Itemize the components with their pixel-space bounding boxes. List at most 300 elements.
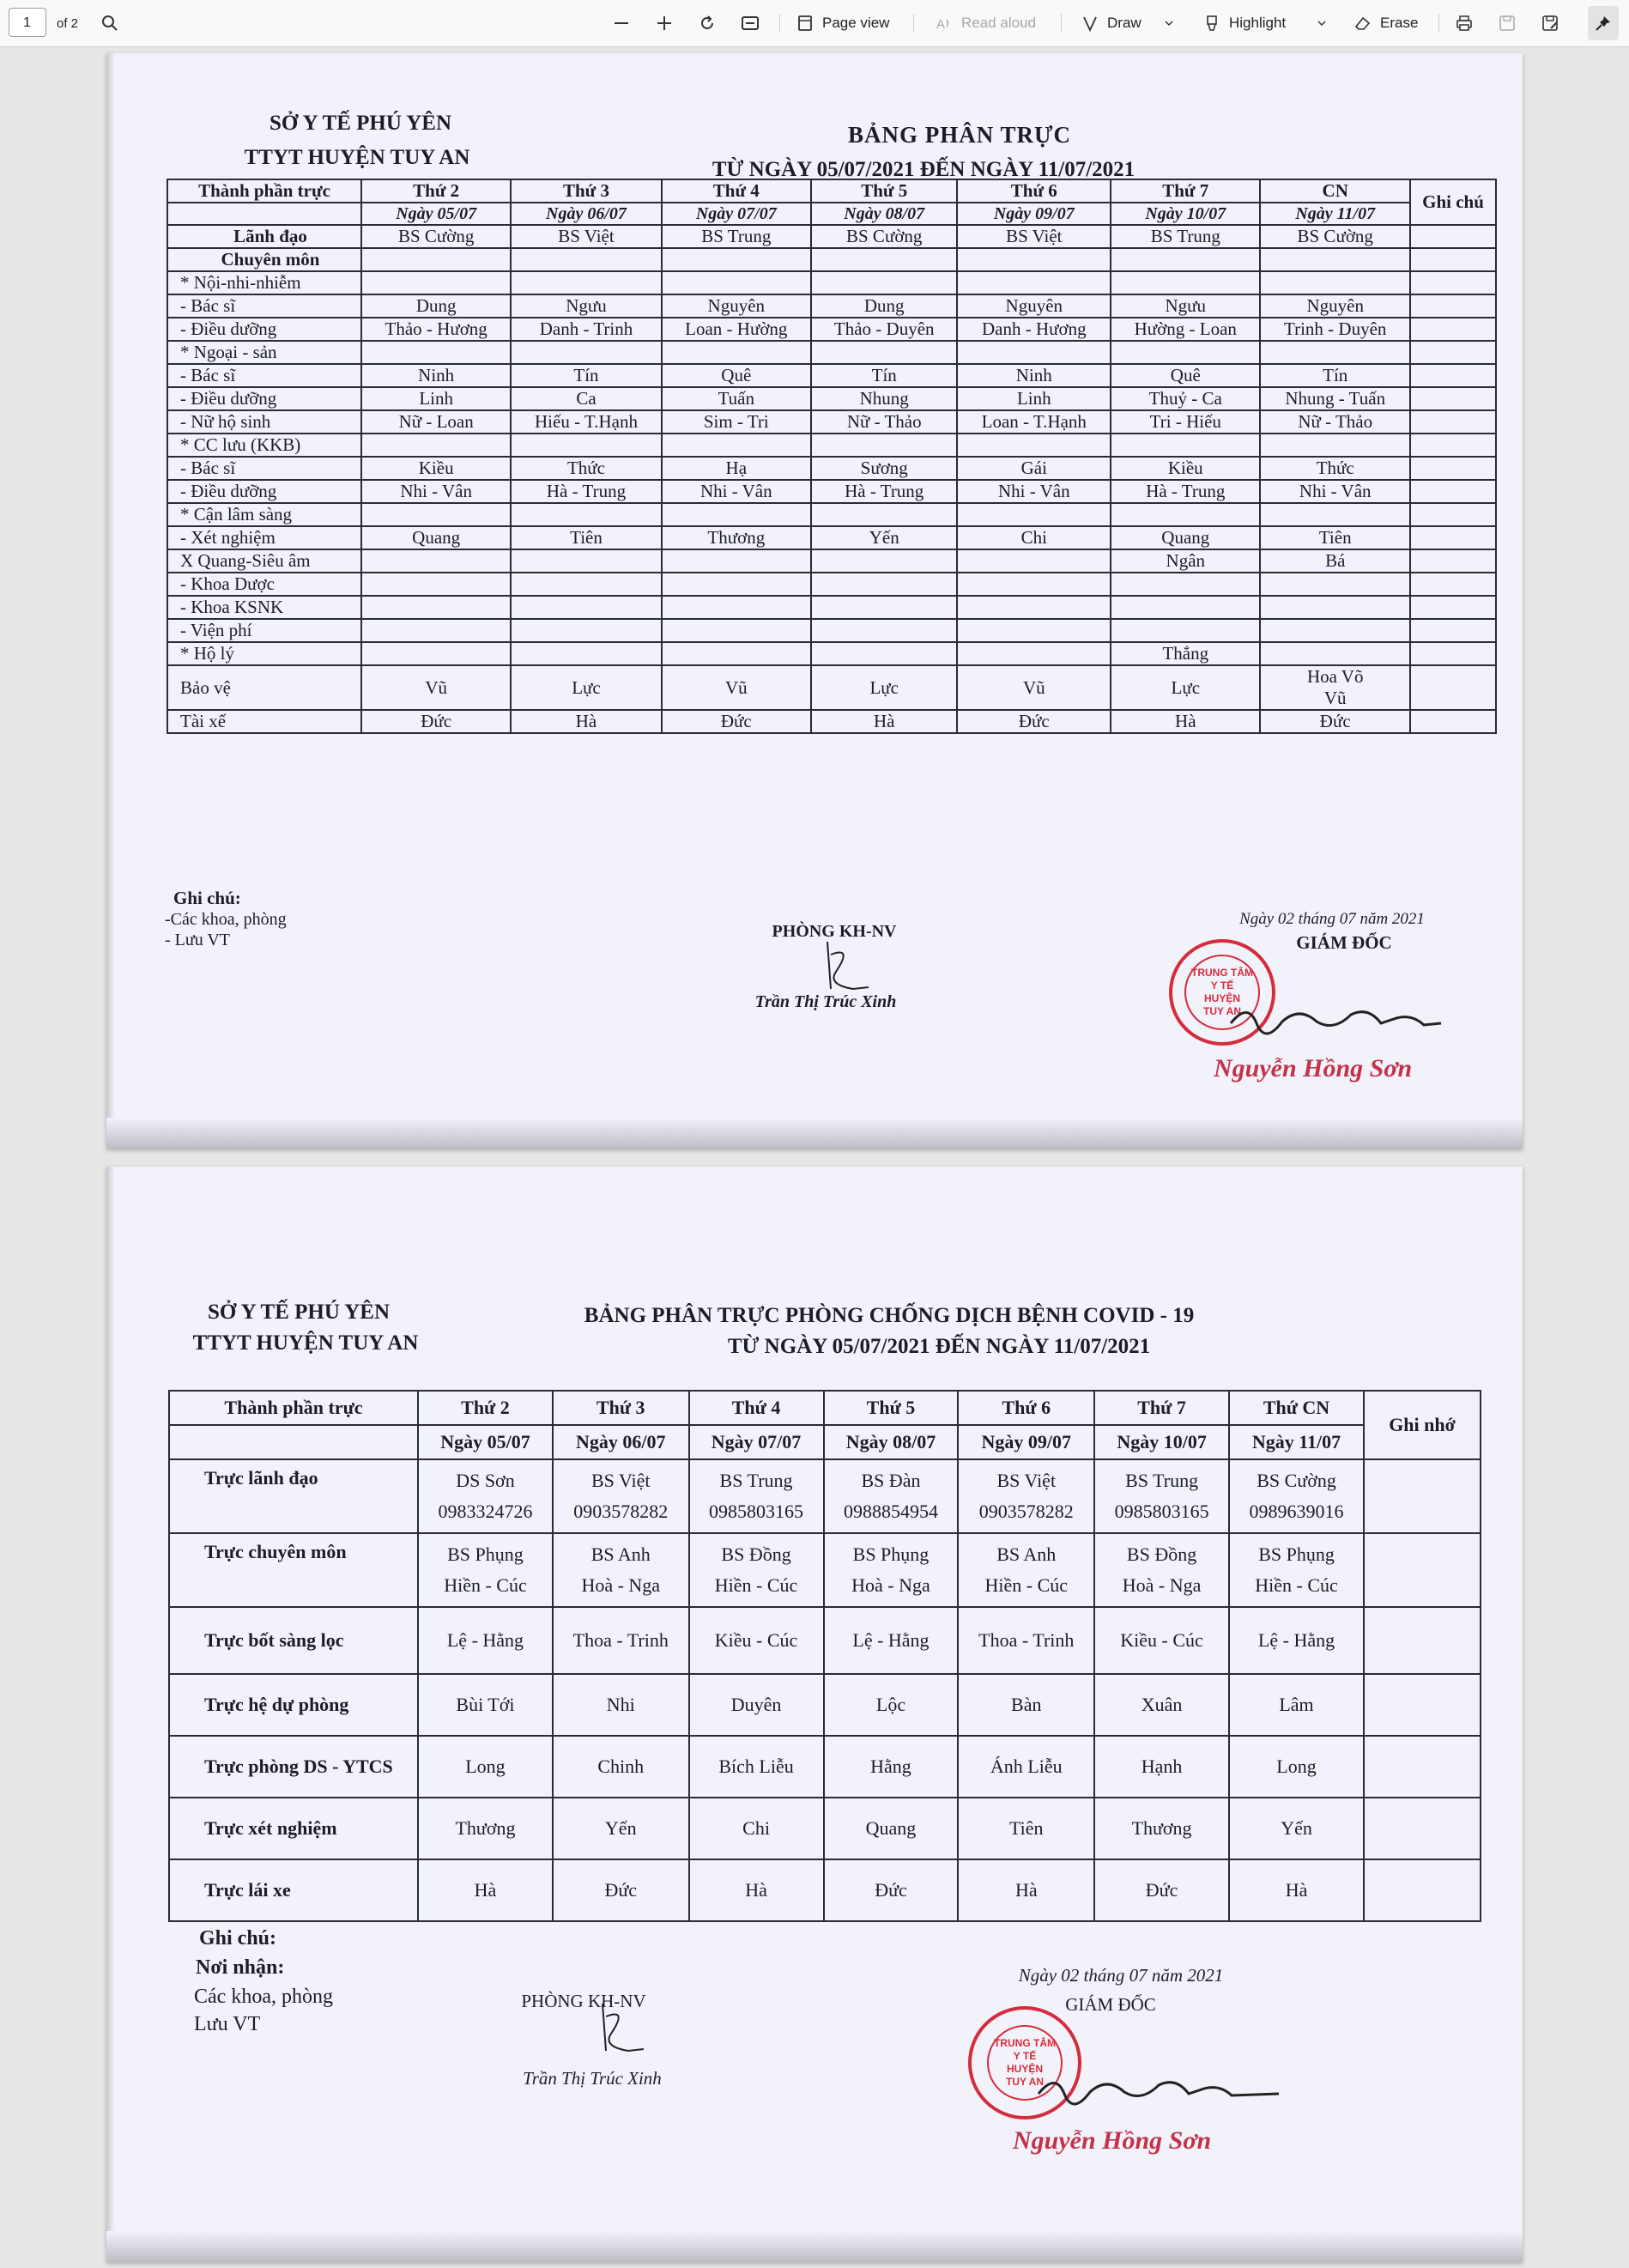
table-cell: Hiếu - T.Hạnh <box>511 410 661 434</box>
table-cell: Hà - Trung <box>1111 480 1260 503</box>
table-cell: Đức <box>1094 1859 1229 1921</box>
table-cell: Hà <box>418 1859 553 1921</box>
table-cell: Lệ - Hằng <box>1229 1607 1364 1674</box>
table-cell: BS Trung <box>1111 225 1260 248</box>
row-label: Lãnh đạo <box>167 225 361 248</box>
table-cell <box>689 1459 824 1533</box>
table-cell: Quê <box>662 364 811 387</box>
table-cell: Đức <box>662 710 811 733</box>
table-cell: Ngân <box>1111 549 1260 573</box>
header-blank <box>169 1425 418 1459</box>
table-cell <box>553 1533 689 1607</box>
signing-date: Ngày 02 tháng 07 năm 2021 <box>1018 1965 1224 1986</box>
table-cell: Nữ - Thảo <box>811 410 958 434</box>
table-cell: Duyên <box>689 1674 824 1736</box>
director-title: GIÁM ĐỐC <box>1065 1994 1156 2015</box>
table-cell <box>957 619 1111 642</box>
table-cell: Hà <box>1111 710 1260 733</box>
row-label: Bảo vệ <box>167 665 361 710</box>
table-cell <box>1260 503 1410 526</box>
official-seal: TRUNG TÂM Y TẾ HUYỆN TUY AN <box>1169 939 1275 1046</box>
column-header-note: Ghi chú <box>1410 179 1496 225</box>
table-cell <box>957 434 1111 457</box>
column-header-date: Ngày 05/07 <box>418 1425 553 1459</box>
row-label: * Nội-nhi-nhiễm <box>167 271 361 294</box>
column-header-date: Ngày 09/07 <box>958 1425 1094 1459</box>
highlight-icon <box>1203 15 1220 32</box>
table-cell: Ninh <box>361 364 511 387</box>
table-cell <box>511 271 661 294</box>
table-row <box>167 225 1496 248</box>
table-cell <box>1229 1459 1364 1533</box>
note-cell <box>1410 549 1496 573</box>
column-header-day: Thứ 3 <box>511 179 661 203</box>
column-header-date: Ngày 08/07 <box>824 1425 959 1459</box>
pdf-toolbar <box>0 0 1629 47</box>
table-cell: Loan - Hường <box>662 318 811 341</box>
table-cell: Lộc <box>824 1674 959 1736</box>
highlight-label: Highlight <box>1229 15 1287 31</box>
table-cell: Tiên <box>511 526 661 549</box>
cell-line: BS Anh <box>590 1543 651 1565</box>
table-cell: Chi <box>957 526 1111 549</box>
table-cell: Thoa - Trinh <box>958 1607 1094 1674</box>
note-cell <box>1410 294 1496 318</box>
table-cell: Nguyên <box>957 294 1111 318</box>
column-header-date: Ngày 07/07 <box>662 203 811 225</box>
table-cell: Linh <box>361 387 511 410</box>
table-cell: Quang <box>1111 526 1260 549</box>
table-cell <box>824 1533 959 1607</box>
page-count-label: of 2 <box>57 15 79 31</box>
table-cell <box>1260 248 1410 271</box>
cell-line: BS Việt <box>996 1470 1057 1491</box>
table-cell <box>662 503 811 526</box>
table-cell: Ca <box>511 387 661 410</box>
note-cell <box>1364 1459 1481 1533</box>
cell-line: Hiền - Cúc <box>984 1574 1069 1596</box>
note-cell <box>1410 341 1496 364</box>
table-row <box>167 364 1496 387</box>
note-cell <box>1410 526 1496 549</box>
row-label: - Điều dưỡng <box>167 480 361 503</box>
cell-line: Hoà - Nga <box>851 1574 930 1596</box>
table-cell: Nhi - Vân <box>662 480 811 503</box>
table-cell <box>1260 573 1410 596</box>
table-cell <box>957 341 1111 364</box>
column-header-date: Ngày 10/07 <box>1094 1425 1229 1459</box>
erase-label: Erase <box>1380 15 1419 31</box>
zoom-in-icon[interactable] <box>649 0 680 46</box>
row-label: Trực hệ dự phòng <box>169 1674 418 1736</box>
table-row <box>167 387 1496 410</box>
table-cell <box>361 642 511 665</box>
table-row <box>169 1798 1481 1859</box>
table-row <box>167 596 1496 619</box>
draw-button[interactable] <box>1081 0 1142 46</box>
table-cell <box>1229 1533 1364 1607</box>
table-cell <box>1111 573 1260 596</box>
read-aloud-label: Read aloud <box>961 15 1036 31</box>
row-label: - Khoa Dược <box>167 573 361 596</box>
table-cell <box>957 573 1111 596</box>
table-cell: Quê <box>1111 364 1260 387</box>
note-cell <box>1410 457 1496 480</box>
column-header-day: Thứ 4 <box>662 179 811 203</box>
page-view-button[interactable] <box>796 0 889 46</box>
table-cell: Bùi Tới <box>418 1674 553 1736</box>
document-page-2 <box>106 1167 1523 2262</box>
note-cell <box>1410 225 1496 248</box>
table-cell: Nhi - Vân <box>361 480 511 503</box>
column-header-day: Thứ CN <box>1229 1391 1364 1425</box>
table-cell: Yến <box>811 526 958 549</box>
table-header-dates-row <box>167 203 1496 225</box>
table-cell: Kiều <box>361 457 511 480</box>
org-name-line-1: SỞ Y TẾ PHÚ YÊN <box>269 112 452 135</box>
cell-line: BS Đồng <box>1126 1543 1197 1565</box>
table-row <box>167 480 1496 503</box>
table-cell: Kiều <box>1111 457 1260 480</box>
row-label: Trực chuyên môn <box>169 1533 418 1607</box>
duty-schedule-table <box>167 179 1497 734</box>
director-signature <box>1030 2068 1287 2119</box>
table-cell: Thảo - Hương <box>361 318 511 341</box>
row-label: - Khoa KSNK <box>167 596 361 619</box>
table-cell: Lâm <box>1229 1674 1364 1736</box>
department-signer-name: Trần Thị Trúc Xinh <box>754 992 897 1011</box>
table-cell: Danh - Hương <box>957 318 1111 341</box>
director-title: GIÁM ĐỐC <box>1296 932 1392 953</box>
table-cell: Hà - Trung <box>811 480 958 503</box>
table-cell: Bàn <box>958 1674 1094 1736</box>
table-cell <box>958 1459 1094 1533</box>
recipients-line-1: Các khoa, phòng <box>194 1986 333 2008</box>
column-header-date: Ngày 06/07 <box>511 203 661 225</box>
table-cell: Lực <box>511 665 661 710</box>
table-cell: Thắng <box>1111 642 1260 665</box>
cell-line: DS Sơn <box>456 1470 515 1491</box>
page-view-icon <box>796 15 814 32</box>
page-number-input[interactable]: 1 <box>9 8 46 37</box>
document-title: BẢNG PHÂN TRỰC <box>847 122 1072 148</box>
table-cell <box>361 573 511 596</box>
note-cell <box>1364 1736 1481 1798</box>
note-cell <box>1410 387 1496 410</box>
zoom-out-icon[interactable] <box>606 0 637 46</box>
note-cell <box>1410 480 1496 503</box>
document-title: BẢNG PHÂN TRỰC PHÒNG CHỐNG DỊCH BỆNH COVID - 19 <box>584 1304 1195 1327</box>
row-label: Chuyên môn <box>167 248 361 271</box>
row-label: - Điều dưỡng <box>167 387 361 410</box>
table-cell: Vũ <box>662 665 811 710</box>
cell-line: 0903578282 <box>573 1501 669 1522</box>
note-cell <box>1364 1533 1481 1607</box>
table-cell: Hà <box>958 1859 1094 1921</box>
table-cell: BS Cường <box>811 225 958 248</box>
table-cell <box>957 248 1111 271</box>
cell-line: BS Việt <box>590 1470 651 1491</box>
table-cell: Nhi - Vân <box>1260 480 1410 503</box>
column-header-day: Thứ 7 <box>1094 1391 1229 1425</box>
cell-line: BS Đàn <box>861 1470 921 1491</box>
table-cell <box>511 248 661 271</box>
table-row <box>167 665 1496 710</box>
table-cell <box>511 573 661 596</box>
table-cell: Ngưu <box>511 294 661 318</box>
table-cell: Đức <box>553 1859 689 1921</box>
table-cell <box>958 1533 1094 1607</box>
note-cell <box>1410 619 1496 642</box>
column-header-day: Thứ 6 <box>957 179 1111 203</box>
table-cell: Kiều - Cúc <box>689 1607 824 1674</box>
table-cell <box>511 596 661 619</box>
table-cell <box>811 642 958 665</box>
table-cell <box>1111 434 1260 457</box>
table-cell <box>1094 1459 1229 1533</box>
table-cell: Hà <box>811 710 958 733</box>
note-cell <box>1410 364 1496 387</box>
table-cell: Nhi <box>553 1674 689 1736</box>
cell-line: BS Phụng <box>852 1543 930 1565</box>
table-cell <box>662 341 811 364</box>
table-cell: Loan - T.Hạnh <box>957 410 1111 434</box>
column-header-note: Ghi nhớ <box>1364 1391 1481 1459</box>
table-cell: BS Việt <box>511 225 661 248</box>
cell-line: 0983324726 <box>438 1501 533 1522</box>
table-cell <box>1094 1533 1229 1607</box>
note-cell <box>1364 1674 1481 1736</box>
note-cell <box>1410 503 1496 526</box>
draw-label: Draw <box>1107 15 1142 31</box>
table-cell <box>811 503 958 526</box>
table-cell <box>361 434 511 457</box>
note-cell <box>1410 710 1496 733</box>
column-header-day: Thứ 5 <box>811 179 958 203</box>
table-cell: Đức <box>824 1859 959 1921</box>
column-header-day: Thứ 2 <box>361 179 511 203</box>
table-cell <box>824 1459 959 1533</box>
table-row <box>167 642 1496 665</box>
table-cell: Tuấn <box>662 387 811 410</box>
fit-page-icon[interactable] <box>735 0 766 46</box>
column-header-date: Ngày 11/07 <box>1229 1425 1364 1459</box>
cell-line: Hoà - Nga <box>581 1574 661 1596</box>
table-cell <box>662 619 811 642</box>
table-cell <box>361 271 511 294</box>
table-cell: Thức <box>1260 457 1410 480</box>
note-cell <box>1364 1798 1481 1859</box>
specialist-row <box>169 1533 1481 1607</box>
document-date-range: TỪ NGÀY 05/07/2021 ĐẾN NGÀY 11/07/2021 <box>712 158 1135 181</box>
eraser-icon <box>1353 15 1372 32</box>
row-label: - Xét nghiệm <box>167 526 361 549</box>
table-cell <box>689 1533 824 1607</box>
column-header-date: Ngày 08/07 <box>811 203 958 225</box>
table-cell: Lực <box>811 665 958 710</box>
cell-line: Vũ <box>1323 688 1347 708</box>
row-label: - Bác sĩ <box>167 364 361 387</box>
table-cell <box>662 573 811 596</box>
table-cell: Danh - Trinh <box>511 318 661 341</box>
recipients-line-2: Lưu VT <box>194 2013 261 2035</box>
document-date-range: TỪ NGÀY 05/07/2021 ĐẾN NGÀY 11/07/2021 <box>727 1335 1151 1358</box>
row-label: - Viện phí <box>167 619 361 642</box>
table-cell: Dung <box>361 294 511 318</box>
cell-line: BS Anh <box>996 1543 1057 1565</box>
row-label: * CC lưu (KKB) <box>167 434 361 457</box>
cell-line: BS Trung <box>719 1470 793 1491</box>
row-label: - Nữ hộ sinh <box>167 410 361 434</box>
table-cell: Ngưu <box>1111 294 1260 318</box>
table-cell: Vũ <box>957 665 1111 710</box>
director-name: Nguyễn Hồng Sơn <box>1214 1054 1413 1082</box>
table-cell: Hà <box>511 710 661 733</box>
table-cell <box>1111 503 1260 526</box>
table-cell: Tín <box>811 364 958 387</box>
table-cell: Xuân <box>1094 1674 1229 1736</box>
table-cell <box>662 434 811 457</box>
table-cell <box>361 549 511 573</box>
column-header-date: Ngày 07/07 <box>689 1425 824 1459</box>
pin-toolbar-icon[interactable] <box>1588 6 1619 40</box>
table-cell: Hường - Loan <box>1111 318 1260 341</box>
table-cell <box>662 642 811 665</box>
table-row <box>167 248 1496 271</box>
save-icon[interactable] <box>1492 0 1523 46</box>
notes-line-2: - Lưu VT <box>165 931 231 949</box>
cell-line: 0988854954 <box>843 1501 938 1522</box>
table-cell <box>1260 341 1410 364</box>
department-title: PHÒNG KH-NV <box>772 922 897 941</box>
read-aloud-button[interactable] <box>936 0 1036 46</box>
table-row <box>167 294 1496 318</box>
note-cell <box>1410 271 1496 294</box>
table-cell <box>511 549 661 573</box>
column-header-duty: Thành phần trực <box>169 1391 418 1425</box>
column-header-date: Ngày 09/07 <box>957 203 1111 225</box>
column-header-day: Thứ 4 <box>689 1391 824 1425</box>
table-cell: Hà - Trung <box>511 480 661 503</box>
note-cell <box>1410 434 1496 457</box>
row-label: - Bác sĩ <box>167 294 361 318</box>
cell-line: 0989639016 <box>1249 1501 1344 1522</box>
table-cell: Long <box>418 1736 553 1798</box>
column-header-day: Thứ 7 <box>1111 179 1260 203</box>
column-header-day: Thứ 6 <box>958 1391 1094 1425</box>
save-as-icon[interactable] <box>1535 0 1565 46</box>
table-cell: Hạnh <box>1094 1736 1229 1798</box>
director-signature <box>1222 998 1445 1049</box>
table-cell: Thảo - Duyên <box>811 318 958 341</box>
table-cell: Lực <box>1111 665 1260 710</box>
cell-line: Hiền - Cúc <box>1255 1574 1338 1596</box>
svg-text:A: A <box>936 17 946 32</box>
table-cell: BS Cường <box>361 225 511 248</box>
table-row <box>167 549 1496 573</box>
cell-line: 0985803165 <box>1114 1501 1209 1522</box>
table-cell <box>662 596 811 619</box>
table-cell: Lệ - Hằng <box>824 1607 959 1674</box>
table-row <box>167 526 1496 549</box>
leader-row <box>169 1459 1481 1533</box>
cell-line: 0985803165 <box>709 1501 804 1522</box>
column-header-day: Thứ 5 <box>824 1391 959 1425</box>
table-cell: Ánh Liễu <box>958 1736 1094 1798</box>
note-cell <box>1410 410 1496 434</box>
row-label: Trực bốt sàng lọc <box>169 1607 418 1674</box>
row-label: Trực xét nghiệm <box>169 1798 418 1859</box>
row-label: * Cận lâm sàng <box>167 503 361 526</box>
cell-line: Hoa Võ <box>1306 666 1364 687</box>
table-cell <box>811 596 958 619</box>
table-row <box>169 1607 1481 1674</box>
notes-line-1: -Các khoa, phòng <box>165 910 287 929</box>
column-header-duty: Thành phần trực <box>167 179 361 203</box>
table-cell: Thương <box>662 526 811 549</box>
draw-options-chevron-down-icon[interactable] <box>1157 0 1181 46</box>
director-name: Nguyễn Hồng Sơn <box>1013 2126 1212 2155</box>
table-cell: Gái <box>957 457 1111 480</box>
header-blank <box>167 203 361 225</box>
table-cell <box>1260 434 1410 457</box>
table-cell <box>662 248 811 271</box>
table-cell: Chinh <box>553 1736 689 1798</box>
notes-title: Ghi chú: <box>173 888 241 908</box>
row-label: - Bác sĩ <box>167 457 361 480</box>
read-aloud-icon <box>936 15 953 32</box>
highlight-button[interactable] <box>1203 0 1286 46</box>
table-cell: Lệ - Hằng <box>418 1607 553 1674</box>
department-signer-name: Trần Thị Trúc Xinh <box>523 2068 662 2089</box>
table-cell <box>957 642 1111 665</box>
table-row <box>167 457 1496 480</box>
table-cell <box>957 549 1111 573</box>
erase-button[interactable] <box>1353 0 1418 46</box>
page-view-label: Page view <box>822 15 890 31</box>
cell-line: BS Trung <box>1125 1470 1199 1491</box>
print-icon[interactable] <box>1449 0 1480 46</box>
org-name-line-1: SỞ Y TẾ PHÚ YÊN <box>207 1301 391 1324</box>
table-cell: Yến <box>553 1798 689 1859</box>
table-cell: Yến <box>1229 1798 1364 1859</box>
table-cell <box>361 503 511 526</box>
table-cell: Nhi - Vân <box>957 480 1111 503</box>
table-cell: Kiều - Cúc <box>1094 1607 1229 1674</box>
table-cell <box>662 271 811 294</box>
table-row <box>167 619 1496 642</box>
table-cell: Long <box>1229 1736 1364 1798</box>
table-cell: Thức <box>511 457 661 480</box>
table-cell <box>1111 248 1260 271</box>
table-cell: Bích Liễu <box>689 1736 824 1798</box>
table-cell: Thoa - Trinh <box>553 1607 689 1674</box>
cell-line: Hiền - Cúc <box>444 1574 527 1596</box>
table-cell <box>957 596 1111 619</box>
highlight-options-chevron-down-icon[interactable] <box>1310 0 1334 46</box>
cell-line: Hoà - Nga <box>1122 1574 1202 1596</box>
rotate-icon[interactable] <box>692 0 723 46</box>
table-cell <box>811 271 958 294</box>
table-cell: Thuỷ - Ca <box>1111 387 1260 410</box>
column-header-day: Thứ 2 <box>418 1391 553 1425</box>
table-cell <box>511 642 661 665</box>
covid-duty-schedule-table <box>168 1390 1481 1922</box>
search-icon[interactable] <box>94 0 125 46</box>
cell-line: BS Cường <box>1257 1470 1336 1491</box>
table-cell: Ninh <box>957 364 1111 387</box>
table-cell: BS Việt <box>957 225 1111 248</box>
